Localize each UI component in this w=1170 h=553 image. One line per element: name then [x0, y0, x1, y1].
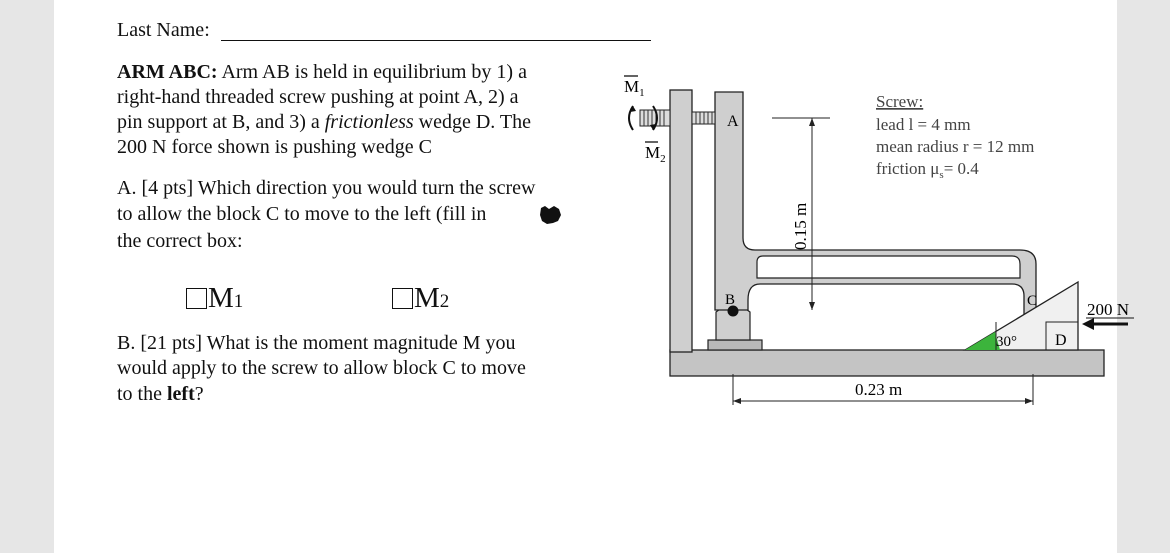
checkbox-m1[interactable] — [186, 288, 207, 309]
force-label: 200 N — [1087, 300, 1130, 319]
problem-line-3: pin support at B, and 3) a frictionless wedge D. The — [117, 111, 532, 133]
option-m1[interactable]: M1 — [186, 282, 243, 318]
part-b-line-3: to the left? — [117, 383, 204, 405]
part-a-line-3: the correct box: — [117, 230, 243, 252]
arm-cutout — [757, 256, 1020, 278]
last-name-field[interactable] — [221, 40, 651, 41]
last-name-label: Last Name: — [117, 19, 210, 41]
ground — [670, 350, 1104, 376]
part-a-line-1: A. [4 pts] Which direction you would turn the screw — [117, 177, 536, 199]
m2-label: $M_2$ — [645, 143, 666, 165]
checkbox-m2[interactable] — [392, 288, 413, 309]
angle-label: 30° — [996, 334, 1017, 350]
fixed-post — [670, 90, 692, 352]
filled-box-icon — [539, 205, 563, 225]
screw-title: Screw: — [876, 92, 924, 111]
m1-label: $M_1$ — [624, 77, 645, 99]
problem-line-2: right-hand threaded screw pushing at point A, 2) a — [117, 86, 519, 108]
option-m2[interactable]: M2 — [392, 282, 449, 318]
pin-base — [708, 340, 762, 350]
screw-lead: lead l = 4 mm — [876, 115, 971, 134]
label-c: C — [1027, 293, 1038, 309]
label-a: A — [727, 113, 739, 130]
problem-title: ARM ABC: — [117, 61, 218, 83]
angle-marker — [965, 332, 1000, 350]
screw-friction: friction $\mu_s= 0.4$ — [876, 159, 979, 181]
screw-radius: mean radius r = 12 mm — [876, 137, 1035, 156]
dim-vertical-label: 0.15 m — [791, 202, 810, 250]
label-b: B — [725, 292, 736, 308]
label-d: D — [1055, 332, 1067, 349]
part-a-line-2: to allow the block C to move to the left (fill in — [117, 203, 487, 225]
problem-line-4: 200 N force shown is pushing wedge C — [117, 136, 432, 158]
arm-abc-figure — [600, 60, 1145, 420]
part-b-line-1: B. [21 pts] What is the moment magnitude M you — [117, 332, 516, 354]
dim-horizontal-label: 0.23 m — [855, 380, 903, 399]
part-b-line-2: would apply to the screw to allow block C to move — [117, 357, 526, 379]
problem-line-1: ARM ABC: Arm AB is held in equilibrium by 1) a — [117, 61, 527, 83]
